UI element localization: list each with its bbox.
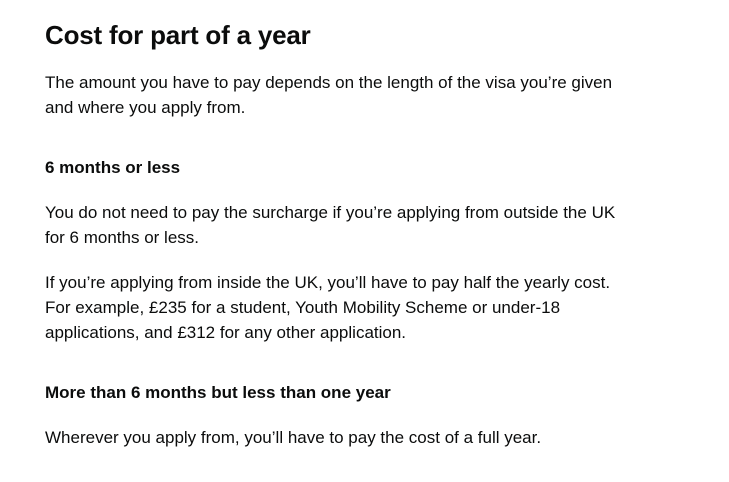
intro-line: The amount you have to pay depends on the length of the visa you’re given — [45, 73, 613, 92]
full-year-paragraph: Wherever you apply from, you’ll have to pay the cost of a full year. — [45, 428, 542, 447]
more-than-six-months-heading: More than 6 months but less than one year — [45, 383, 391, 402]
outside-uk-line: for 6 months or less. — [45, 228, 200, 247]
inside-uk-line: For example, £235 for a student, Youth Mobility Scheme or under-18 — [45, 298, 561, 317]
outside-uk-line: You do not need to pay the surcharge if you’re applying from outside the UK — [45, 203, 616, 222]
outside-uk-paragraph — [45, 200, 615, 250]
six-months-heading: 6 months or less — [45, 158, 181, 177]
intro-paragraph — [45, 70, 612, 120]
inside-uk-paragraph — [45, 270, 610, 345]
inside-uk-line: If you’re applying from inside the UK, you’ll have to pay half the yearly cost. — [45, 273, 611, 292]
inside-uk-line: applications, and £312 for any other application. — [45, 323, 407, 342]
intro-line: and where you apply from. — [45, 98, 246, 117]
page-title: Cost for part of a year — [45, 20, 311, 50]
